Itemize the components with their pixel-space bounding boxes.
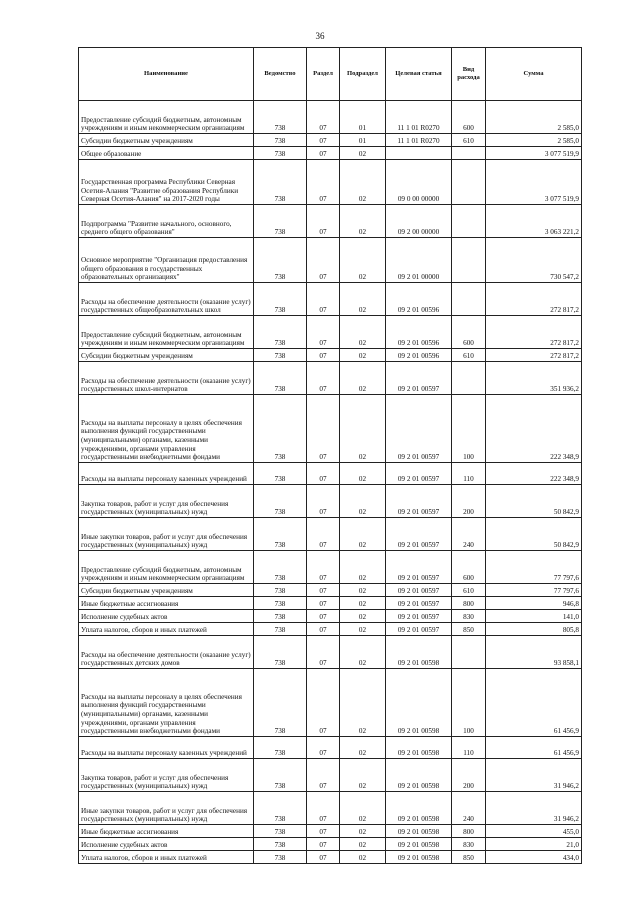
row-name-text: Иные бюджетные ассигнования	[81, 600, 179, 609]
row-name-text: Общее образование	[81, 150, 142, 159]
row-department-cell: 738	[254, 316, 307, 349]
row-name-text: Расходы на обеспечение деятельности (оказание услуг) государственных школ-интернатов	[81, 376, 251, 394]
row-subsection-cell: 02	[340, 584, 386, 597]
table-row	[79, 316, 582, 349]
row-section-cell: 07	[307, 485, 340, 518]
row-target-article-cell: 09 2 01 00598	[386, 669, 452, 737]
row-expense-type-cell	[452, 238, 486, 283]
row-name-text: Уплата налогов, сборов и иных платежей	[81, 626, 207, 635]
row-name-cell	[79, 101, 254, 134]
row-subsection-cell: 02	[340, 669, 386, 737]
row-expense-type-cell: 610	[452, 584, 486, 597]
row-section-cell: 07	[307, 792, 340, 825]
row-sum-cell: 2 585,0	[486, 101, 582, 134]
row-section-cell: 07	[307, 205, 340, 238]
row-expense-type-cell: 600	[452, 316, 486, 349]
row-name-cell	[79, 362, 254, 395]
row-target-article-cell: 09 0 00 00000	[386, 160, 452, 205]
row-name-text: Уплата налогов, сборов и иных платежей	[81, 854, 207, 863]
table-row	[79, 463, 582, 485]
row-expense-type-cell: 240	[452, 518, 486, 551]
table-row	[79, 485, 582, 518]
row-department-cell: 738	[254, 551, 307, 584]
row-sum-cell: 21,0	[486, 838, 582, 851]
row-name-text: Субсидии бюджетным учреждениям	[81, 352, 193, 361]
row-section-cell: 07	[307, 349, 340, 362]
row-name-text: Расходы на выплаты персоналу казенных учреждений	[81, 749, 247, 758]
row-expense-type-cell: 850	[452, 851, 486, 864]
row-subsection-cell: 02	[340, 205, 386, 238]
row-subsection-cell: 02	[340, 623, 386, 636]
row-sum-cell: 3 077 519,9	[486, 147, 582, 160]
row-name-text: Основное мероприятие "Организация предоставления общего образования в государственных образовательных организациях"	[81, 256, 248, 282]
row-subsection-cell: 02	[340, 759, 386, 792]
row-name-cell	[79, 597, 254, 610]
row-subsection-cell: 02	[340, 838, 386, 851]
row-target-article-cell: 09 2 01 00597	[386, 463, 452, 485]
row-section-cell: 07	[307, 825, 340, 838]
row-subsection-cell: 02	[340, 147, 386, 160]
row-department-cell: 738	[254, 669, 307, 737]
row-subsection-cell: 02	[340, 160, 386, 205]
row-expense-type-cell: 200	[452, 759, 486, 792]
row-name-text: Предоставление субсидий бюджетным, автономным учреждениям и иным некоммерческим организациям	[81, 565, 245, 583]
row-section-cell: 07	[307, 669, 340, 737]
row-name-cell	[79, 584, 254, 597]
table-row	[79, 759, 582, 792]
row-subsection-cell: 02	[340, 395, 386, 463]
row-section-cell: 07	[307, 283, 340, 316]
row-name-cell	[79, 147, 254, 160]
column-header-subsection: Подраздел	[340, 48, 386, 101]
row-target-article-cell: 09 2 01 00598	[386, 838, 452, 851]
row-target-article-cell: 09 2 01 00597	[386, 518, 452, 551]
row-name-text: Исполнение судебных актов	[81, 841, 168, 850]
row-name-cell	[79, 623, 254, 636]
row-name-cell	[79, 485, 254, 518]
row-subsection-cell: 01	[340, 101, 386, 134]
row-sum-cell: 31 946,2	[486, 792, 582, 825]
row-target-article-cell: 09 2 01 00597	[386, 395, 452, 463]
row-subsection-cell: 02	[340, 362, 386, 395]
row-department-cell: 738	[254, 283, 307, 316]
table-row	[79, 349, 582, 362]
row-sum-cell: 2 585,0	[486, 134, 582, 147]
row-section-cell: 07	[307, 584, 340, 597]
row-expense-type-cell: 800	[452, 825, 486, 838]
row-subsection-cell: 02	[340, 636, 386, 669]
row-target-article-cell: 09 2 01 00598	[386, 636, 452, 669]
row-department-cell: 738	[254, 395, 307, 463]
table-row	[79, 238, 582, 283]
row-expense-type-cell: 850	[452, 623, 486, 636]
row-sum-cell: 61 456,9	[486, 669, 582, 737]
row-section-cell: 07	[307, 101, 340, 134]
table-row	[79, 669, 582, 737]
row-subsection-cell: 02	[340, 518, 386, 551]
row-section-cell: 07	[307, 636, 340, 669]
table-row	[79, 737, 582, 759]
row-name-text: Расходы на выплаты персоналу в целях обеспечения выполнения функций государственными (муниципальными) органами, казенными учреждениями, органами управления государственными внебюджетными фондами	[81, 418, 242, 462]
row-department-cell: 738	[254, 101, 307, 134]
row-name-cell	[79, 349, 254, 362]
row-sum-cell: 805,8	[486, 623, 582, 636]
row-subsection-cell: 02	[340, 238, 386, 283]
row-sum-cell: 351 936,2	[486, 362, 582, 395]
row-expense-type-cell: 830	[452, 610, 486, 623]
row-subsection-cell: 02	[340, 485, 386, 518]
row-name-text: Расходы на выплаты персоналу в целях обеспечения выполнения функций государственными (муниципальными) органами, казенными учреждениями, органами управления государственными внебюджетными фондами	[81, 692, 242, 736]
row-expense-type-cell	[452, 160, 486, 205]
row-subsection-cell: 02	[340, 283, 386, 316]
row-expense-type-cell: 830	[452, 838, 486, 851]
table-row	[79, 395, 582, 463]
table-row	[79, 838, 582, 851]
table-row	[79, 851, 582, 864]
row-target-article-cell: 09 2 01 00596	[386, 283, 452, 316]
row-department-cell: 738	[254, 838, 307, 851]
row-section-cell: 07	[307, 597, 340, 610]
row-target-article-cell: 09 2 00 00000	[386, 205, 452, 238]
column-header-section: Раздел	[307, 48, 340, 101]
column-header-sum: Сумма	[486, 48, 582, 101]
row-subsection-cell: 02	[340, 349, 386, 362]
row-department-cell: 738	[254, 485, 307, 518]
row-expense-type-cell: 110	[452, 463, 486, 485]
row-department-cell: 738	[254, 610, 307, 623]
table-row	[79, 551, 582, 584]
row-department-cell: 738	[254, 792, 307, 825]
row-department-cell: 738	[254, 349, 307, 362]
row-section-cell: 07	[307, 623, 340, 636]
row-name-cell	[79, 669, 254, 737]
row-target-article-cell: 09 2 01 00598	[386, 825, 452, 838]
row-expense-type-cell: 600	[452, 551, 486, 584]
row-section-cell: 07	[307, 238, 340, 283]
row-department-cell: 738	[254, 623, 307, 636]
row-name-text: Расходы на обеспечение деятельности (оказание услуг) государственных детских домов	[81, 650, 251, 668]
row-name-cell	[79, 518, 254, 551]
row-name-text: Закупка товаров, работ и услуг для обеспечения государственных (муниципальных) нужд	[81, 499, 229, 517]
row-sum-cell: 272 817,2	[486, 316, 582, 349]
row-section-cell: 07	[307, 518, 340, 551]
row-department-cell: 738	[254, 147, 307, 160]
row-target-article-cell: 09 2 01 00598	[386, 737, 452, 759]
row-sum-cell: 93 858,1	[486, 636, 582, 669]
row-target-article-cell: 09 2 01 00597	[386, 597, 452, 610]
table-row	[79, 623, 582, 636]
row-subsection-cell: 02	[340, 551, 386, 584]
row-target-article-cell: 09 2 01 00597	[386, 610, 452, 623]
row-sum-cell: 77 797,6	[486, 584, 582, 597]
row-sum-cell: 222 348,9	[486, 395, 582, 463]
row-name-text: Иные бюджетные ассигнования	[81, 828, 179, 837]
row-department-cell: 738	[254, 362, 307, 395]
row-subsection-cell: 02	[340, 825, 386, 838]
row-section-cell: 07	[307, 463, 340, 485]
row-section-cell: 07	[307, 551, 340, 584]
row-target-article-cell: 09 2 01 00597	[386, 584, 452, 597]
row-sum-cell: 3 077 519,9	[486, 160, 582, 205]
table-row	[79, 147, 582, 160]
row-name-cell	[79, 205, 254, 238]
table-row	[79, 160, 582, 205]
row-section-cell: 07	[307, 362, 340, 395]
row-target-article-cell: 09 2 01 00598	[386, 851, 452, 864]
row-name-text: Закупка товаров, работ и услуг для обеспечения государственных (муниципальных) нужд	[81, 773, 229, 791]
row-section-cell: 07	[307, 838, 340, 851]
table-row	[79, 825, 582, 838]
row-expense-type-cell: 110	[452, 737, 486, 759]
row-name-cell	[79, 636, 254, 669]
row-target-article-cell: 09 2 01 00597	[386, 485, 452, 518]
row-expense-type-cell	[452, 283, 486, 316]
row-name-text: Исполнение судебных актов	[81, 613, 168, 622]
row-target-article-cell: 09 2 01 00596	[386, 349, 452, 362]
table-row	[79, 101, 582, 134]
row-sum-cell: 3 063 221,2	[486, 205, 582, 238]
row-sum-cell: 455,0	[486, 825, 582, 838]
row-sum-cell: 272 817,2	[486, 283, 582, 316]
column-header-target-article: Целевая статья	[386, 48, 452, 101]
row-expense-type-cell: 200	[452, 485, 486, 518]
row-name-text: Субсидии бюджетным учреждениям	[81, 587, 193, 596]
row-section-cell: 07	[307, 851, 340, 864]
row-sum-cell: 222 348,9	[486, 463, 582, 485]
row-name-cell	[79, 737, 254, 759]
row-department-cell: 738	[254, 636, 307, 669]
row-name-text: Расходы на выплаты персоналу казенных учреждений	[81, 475, 247, 484]
row-name-text: Предоставление субсидий бюджетным, автономным учреждениям и иным некоммерческим организациям	[81, 115, 245, 133]
table-row	[79, 205, 582, 238]
table-row	[79, 518, 582, 551]
row-target-article-cell: 09 2 01 00597	[386, 551, 452, 584]
row-sum-cell: 61 456,9	[486, 737, 582, 759]
row-name-cell	[79, 463, 254, 485]
row-department-cell: 738	[254, 463, 307, 485]
table-header-row	[79, 48, 582, 101]
row-expense-type-cell	[452, 205, 486, 238]
row-name-cell	[79, 759, 254, 792]
row-subsection-cell: 02	[340, 737, 386, 759]
row-name-text: Государственная программа Республики Северная Осетия-Алания "Развитие образования Республики Северная Осетия-Алания" на 2017-2020 годы	[81, 178, 239, 204]
row-subsection-cell: 02	[340, 463, 386, 485]
row-expense-type-cell: 100	[452, 395, 486, 463]
row-sum-cell: 730 547,2	[486, 238, 582, 283]
row-expense-type-cell: 610	[452, 349, 486, 362]
row-expense-type-cell: 100	[452, 669, 486, 737]
row-sum-cell: 434,0	[486, 851, 582, 864]
row-sum-cell: 77 797,6	[486, 551, 582, 584]
row-name-cell	[79, 316, 254, 349]
table-body	[79, 101, 582, 864]
row-target-article-cell: 09 2 01 00598	[386, 759, 452, 792]
row-section-cell: 07	[307, 610, 340, 623]
row-subsection-cell: 02	[340, 792, 386, 825]
column-header-name: Наименование	[79, 48, 254, 101]
table-row	[79, 610, 582, 623]
row-target-article-cell: 11 1 01 R0270	[386, 101, 452, 134]
budget-table	[78, 47, 582, 864]
row-department-cell: 738	[254, 518, 307, 551]
row-department-cell: 738	[254, 238, 307, 283]
row-target-article-cell: 09 2 01 00598	[386, 792, 452, 825]
row-department-cell: 738	[254, 597, 307, 610]
table-row	[79, 362, 582, 395]
row-sum-cell: 272 817,2	[486, 349, 582, 362]
row-name-text: Расходы на обеспечение деятельности (оказание услуг) государственных общеобразовательных школ	[81, 297, 251, 315]
row-name-text: Подпрограмма "Развитие начального, основного, среднего общего образования"	[81, 219, 232, 237]
row-section-cell: 07	[307, 160, 340, 205]
row-department-cell: 738	[254, 205, 307, 238]
row-name-text: Иные закупки товаров, работ и услуг для обеспечения государственных (муниципальных) нужд	[81, 532, 248, 550]
row-section-cell: 07	[307, 134, 340, 147]
row-department-cell: 738	[254, 737, 307, 759]
row-subsection-cell: 01	[340, 134, 386, 147]
row-name-text: Субсидии бюджетным учреждениям	[81, 137, 193, 146]
row-name-cell	[79, 551, 254, 584]
row-sum-cell: 141,0	[486, 610, 582, 623]
row-name-cell	[79, 238, 254, 283]
row-name-cell	[79, 838, 254, 851]
row-department-cell: 738	[254, 134, 307, 147]
row-target-article-cell: 09 2 01 00596	[386, 316, 452, 349]
row-section-cell: 07	[307, 395, 340, 463]
row-name-text: Предоставление субсидий бюджетным, автономным учреждениям и иным некоммерческим организациям	[81, 330, 245, 348]
row-sum-cell: 50 842,9	[486, 485, 582, 518]
row-section-cell: 07	[307, 316, 340, 349]
row-target-article-cell: 09 2 01 00000	[386, 238, 452, 283]
table-row	[79, 792, 582, 825]
row-expense-type-cell	[452, 362, 486, 395]
row-sum-cell: 31 946,2	[486, 759, 582, 792]
row-section-cell: 07	[307, 147, 340, 160]
row-department-cell: 738	[254, 759, 307, 792]
row-subsection-cell: 02	[340, 597, 386, 610]
table-row	[79, 584, 582, 597]
row-name-text: Иные закупки товаров, работ и услуг для обеспечения государственных (муниципальных) нужд	[81, 806, 248, 824]
row-name-cell	[79, 610, 254, 623]
page-number: 36	[315, 31, 325, 41]
row-target-article-cell: 11 1 01 R0270	[386, 134, 452, 147]
row-section-cell: 07	[307, 759, 340, 792]
row-subsection-cell: 02	[340, 610, 386, 623]
row-section-cell: 07	[307, 737, 340, 759]
row-expense-type-cell: 240	[452, 792, 486, 825]
row-department-cell: 738	[254, 584, 307, 597]
row-expense-type-cell	[452, 147, 486, 160]
row-name-cell	[79, 825, 254, 838]
column-header-expense-type: Вид расхода	[452, 48, 486, 101]
table-row	[79, 283, 582, 316]
row-expense-type-cell	[452, 636, 486, 669]
row-sum-cell: 946,8	[486, 597, 582, 610]
row-department-cell: 738	[254, 825, 307, 838]
row-name-cell	[79, 160, 254, 205]
row-target-article-cell	[386, 147, 452, 160]
row-expense-type-cell: 600	[452, 101, 486, 134]
row-sum-cell: 50 842,9	[486, 518, 582, 551]
row-name-cell	[79, 395, 254, 463]
row-name-cell	[79, 792, 254, 825]
row-subsection-cell: 02	[340, 316, 386, 349]
row-target-article-cell: 09 2 01 00597	[386, 623, 452, 636]
table-row	[79, 636, 582, 669]
table-row	[79, 597, 582, 610]
table-row	[79, 134, 582, 147]
row-name-cell	[79, 134, 254, 147]
row-name-cell	[79, 851, 254, 864]
row-subsection-cell: 02	[340, 851, 386, 864]
row-target-article-cell: 09 2 01 00597	[386, 362, 452, 395]
row-department-cell: 738	[254, 160, 307, 205]
row-department-cell: 738	[254, 851, 307, 864]
row-expense-type-cell: 800	[452, 597, 486, 610]
row-expense-type-cell: 610	[452, 134, 486, 147]
column-header-department: Ведомство	[254, 48, 307, 101]
row-name-cell	[79, 283, 254, 316]
